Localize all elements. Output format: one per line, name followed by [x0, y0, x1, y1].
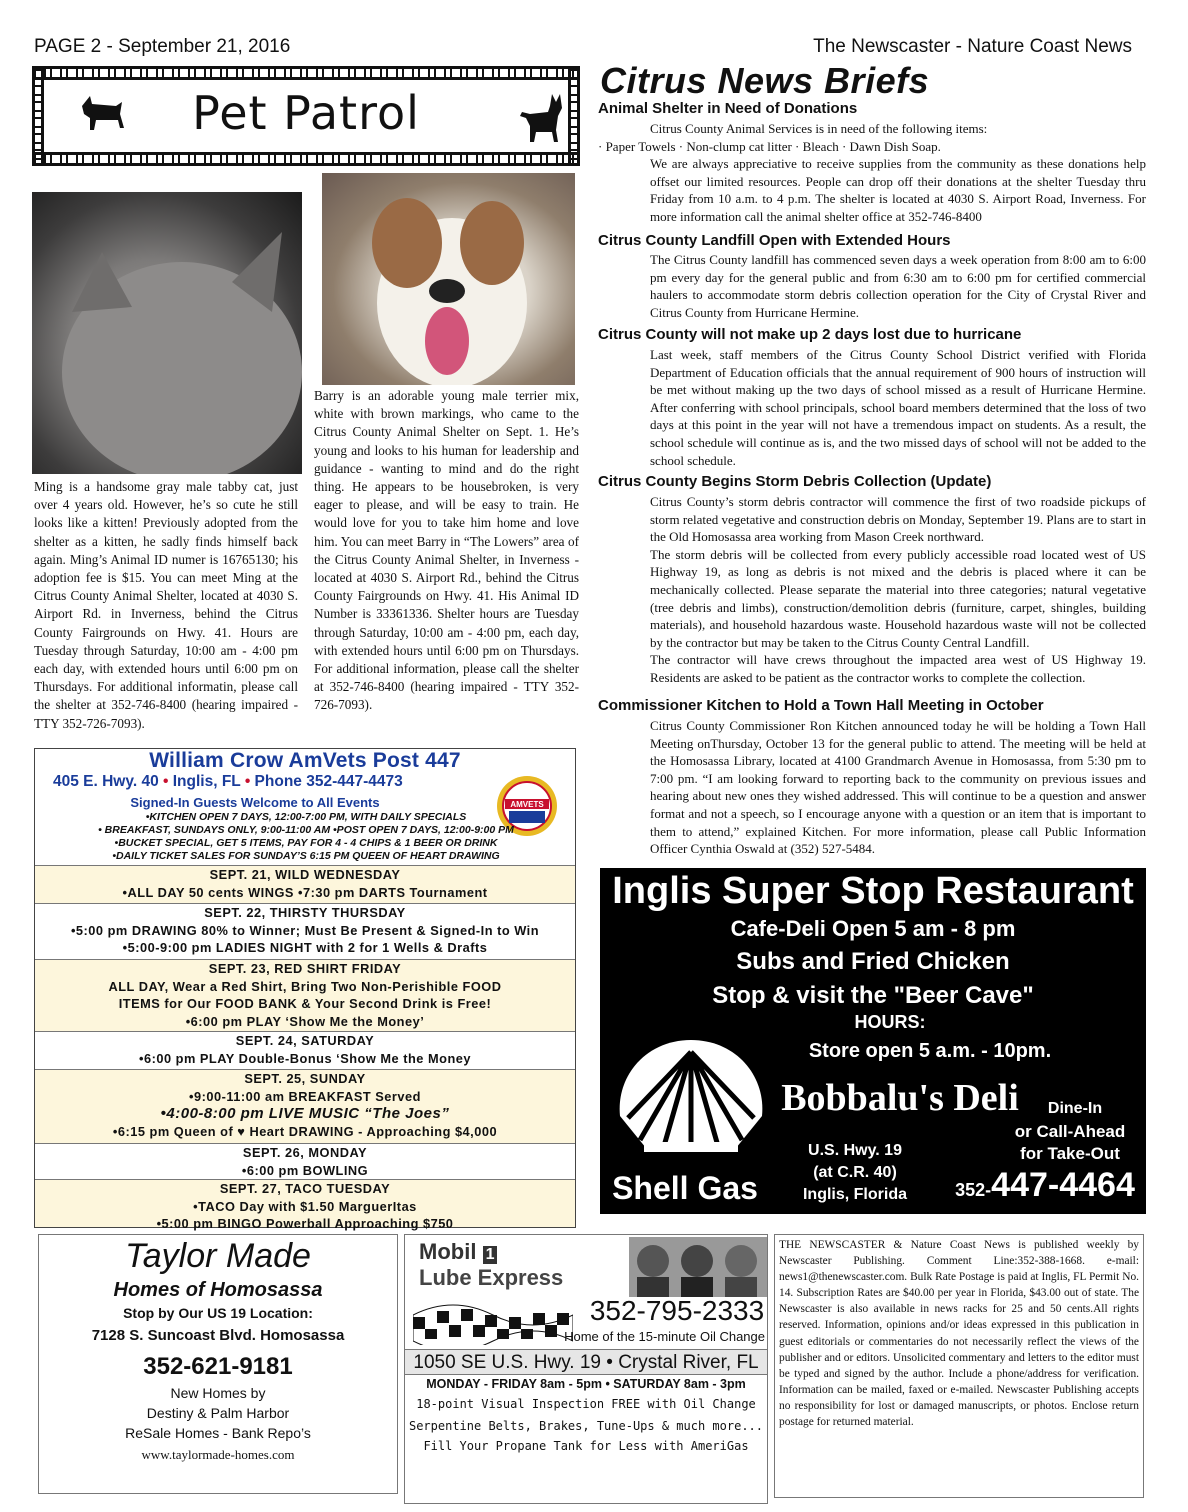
inglis-phone: [940, 1166, 1150, 1205]
taylor-address: 7128 S. Suncoast Blvd. Homosassa: [91, 1327, 345, 1344]
brief-paragraph: The contractor will have crews throughout the impacted area west of US Highway 19. Residents are asked to be patient as the contractor works to complete the collection.: [650, 652, 1146, 685]
taylor-line: New Homes by: [170, 1385, 266, 1401]
amvets-ad: [34, 748, 576, 1231]
barry-description: Barry is an adorable young male terrier mix, white with brown markings, who came to the Citrus County Animal Shelter on Sept. 1. He’s young and looks to his human for leadership and guidance - wanting to mind and do the right thing. He appears to be housebroken, is very eager to please, and will be easy to train. He would love for you to take him home and love him. You can meet Barry in “The Lowers” area of the Citrus County Animal Shelter, in Inverness - located at 4030 S. Airport Rd., behind the Citrus County Fairgrounds on Hwy. 41. His Animal ID Number is 33361336. Shelter hours are Tuesday through Saturday, 10:00 am - 4:00 pm, each day, with extended hours until 6:00 pm on Thursdays. For additional information, please call the shelter at 352-746-8400 (hearing impaired - TTY 352-726-7093).: [314, 388, 579, 713]
event-sept-21: [35, 865, 575, 903]
call-ahead: or Call-Ahead: [1014, 1122, 1126, 1141]
event-line: •6:00 pm PLAY ‘Show Me the Money’: [185, 1013, 425, 1029]
mobil-line: Fill Your Propane Tank for Less with AmeriGas: [423, 1439, 749, 1453]
event-day: SEPT. 23, RED SHIRT FRIDAY: [208, 961, 402, 976]
brief-headline: Citrus County Begins Storm Debris Collection (Update): [598, 473, 992, 490]
publication-colophon: THE NEWSCASTER & Nature Coast News is published weekly by Newscaster Publishing. Comment Line:352-388-1668. e-mail: news1@thenewscaster.com. Bulk Rate Postage is paid at Inglis, FL Permit No. 14. Subscription Rates are $40.00 per year in Florida, $43.00 out of state. The Newscaster is also available in news racks for 25 and 50 cents.All rights reserved. Information, opinions and/or ideas expressed in this publication in guest editorials or commentaries do not necessarily reflect the views of the publisher and or editors. Unsolicited commentary and letters to the editor must be typed and signed by the author. Include a phone/address for verification. Information can be mailed, faxed or e-mailed. Newscaster Publishing accepts no responsibility for lost or damaged manuscripts, or photos. Enclose return postage for returned material.: [774, 1234, 1144, 1498]
event-line: •9:00-11:00 am BREAKFAST Served: [189, 1088, 421, 1104]
brief-body: [598, 251, 1146, 321]
amvets-info-line: •DAILY TICKET SALES FOR SUNDAY’S 6:15 PM QUEEN OF HEART DRAWING: [112, 850, 500, 862]
mobil-line: Serpentine Belts, Brakes, Tune-Ups & much more...: [408, 1419, 763, 1433]
amvets-address: [53, 773, 403, 791]
event-line: •5:00 pm BINGO Powerball Approaching $750: [156, 1216, 454, 1231]
mobil-hours: MONDAY - FRIDAY 8am - 5pm • SATURDAY 8am - 3pm: [426, 1377, 746, 1391]
bobbalus-deli: Bobbalu's Deli: [781, 1077, 1019, 1119]
brief-headline: Commissioner Kitchen to Hold a Town Hall Meeting in October: [598, 697, 1044, 714]
chain-border-bottom: [32, 152, 580, 166]
brief-body: [598, 493, 1146, 687]
event-sept-26: [35, 1143, 575, 1179]
brief-body: [598, 717, 1146, 858]
taylor-line: Destiny & Palm Harbor: [146, 1405, 290, 1421]
taylor-subtitle: Homes of Homosassa: [113, 1279, 323, 1301]
inglis-subs: Subs and Fried Chicken: [736, 948, 1010, 975]
page-folio: PAGE 2 - September 21, 2016: [34, 36, 291, 57]
separator-dot: •: [244, 773, 255, 790]
event-line: •6:15 pm Queen of ♥ Heart DRAWING - Approaching $4,000: [112, 1123, 498, 1139]
inglis-cafe-hours: Cafe-Deli Open 5 am - 8 pm: [730, 916, 1016, 941]
brief-paragraph: Citrus County Animal Services is in need of the following items:: [650, 121, 988, 136]
publication-name: The Newscaster - Nature Coast News: [813, 36, 1132, 57]
inglis-store-hours: Store open 5 a.m. - 10pm.: [808, 1040, 1052, 1062]
taylor-website: www.taylormade-homes.com: [141, 1447, 295, 1462]
amvets-phone: Phone 352-447-4473: [254, 773, 403, 790]
event-line: •5:00 pm DRAWING 80% to Winner; Must Be Present & Signed-In to Win: [70, 922, 540, 938]
staff-photo: [629, 1237, 767, 1297]
brief-paragraph: The Citrus County landfill has commenced seven days a week operation from 8:00 am to 6:00 pm every day for the general public and from 6:30 am to 6:00 pm for certified commercial haulers to accommodate storm debris collection operation for the City of Crystal River and Citrus County from Hurricane Hermine.: [650, 252, 1146, 320]
event-day: SEPT. 24, SATURDAY: [235, 1033, 375, 1048]
inglis-phone-number: 447-4464: [991, 1166, 1135, 1204]
brief-headline: Citrus County will not make up 2 days lost due to hurricane: [598, 326, 1022, 343]
event-line: •4:00-8:00 pm LIVE MUSIC “The Joes”: [160, 1105, 450, 1122]
inglis-address-line: Inglis, Florida: [802, 1186, 907, 1203]
mobil-word: Mobil: [419, 1239, 477, 1264]
brief-paragraph: · Paper Towels · Non-clump cat litter · Bleach · Dawn Dish Soap.: [598, 138, 941, 154]
brief-headline: Citrus County Landfill Open with Extended Hours: [598, 232, 951, 249]
shell-gas: Shell Gas: [612, 1170, 758, 1206]
ming-cat-photo: [32, 192, 302, 474]
taylor-phone: 352-621-9181: [143, 1353, 293, 1380]
pet-patrol-banner: [32, 66, 580, 166]
event-sept-27: [35, 1179, 575, 1231]
event-day: SEPT. 21, WILD WEDNESDAY: [209, 867, 401, 882]
inglis-hours-label: HOURS:: [854, 1012, 926, 1032]
dine-in: Dine-In: [1047, 1100, 1103, 1117]
event-line: ALL DAY, Wear a Red Shirt, Bring Two Non-Perishible FOOD: [108, 978, 502, 994]
event-day: SEPT. 27, TACO TUESDAY: [219, 1181, 391, 1196]
brief-body: [598, 346, 1146, 469]
brief-paragraph: The storm debris will be collected from every publicly accessible road located west of US Highway 19, as long as debris is not mixed and the debris is placed where it can be mechanically collected. Please separate the material into three categories; natural vegetative (tree debris and limbs), construction/demolition debris (furniture, carpet, shingles, building materials), and household hazardous waste. Household hazardous waste will not be collected by the contractor but may be taken to the Citrus County Central Landfill.: [650, 546, 1146, 650]
amvets-signed-guests: Signed-In Guests Welcome to All Events: [130, 795, 380, 810]
event-line: •6:00 pm BOWLING: [241, 1162, 369, 1178]
inglis-title: Inglis Super Stop Restaurant: [612, 870, 1134, 912]
brief-paragraph: Last week, staff members of the Citrus County School District verified with Florida Department of Education officials that the annual requirement of 900 hours of instruction will be met without making up the two days of school missed as a result of Hurricane Hermine. After conferring with school principals, school board members determined that the loss of two days at this point in the year will not have a tremendous impact on students. As a result, the school schedule will continue as is, and the two missed days of school will not be added to the school schedule.: [650, 347, 1146, 468]
event-day: SEPT. 25, SUNDAY: [244, 1071, 366, 1086]
brief-paragraph: We are always appreciative to receive supplies from the community as these donations help offset our limited resources. People can drop off their donations at the shelter Tuesday thru Friday from 10 a.m. to 4 p.m. The shelter is located at 4030 S. Airport Road, Inverness. For more information call the animal shelter office at 352-746-8400: [650, 156, 1146, 224]
shell-logo-icon: [606, 1036, 776, 1166]
barry-dog-photo: [322, 173, 575, 385]
brief-body: [598, 120, 1146, 226]
event-line: •TACO Day with $1.50 MarguerItas: [193, 1198, 417, 1214]
event-day: SEPT. 22, THIRSTY THURSDAY: [204, 905, 406, 920]
amvets-info-line: • BREAKFAST, SUNDAYS ONLY, 9:00-11:00 AM •POST OPEN 7 DAYS, 12:00-9:00 PM: [98, 824, 514, 836]
take-out: for Take-Out: [1020, 1144, 1120, 1163]
event-sept-23: [35, 959, 575, 1031]
inglis-phone-prefix: 352-: [955, 1180, 992, 1200]
brief-paragraph: Citrus County’s storm debris contractor will commence the first of two roadside pickups of storm related vegetative and construction debris on Monday, September 19. Plans are to start in the Old Homosassa area working from Mason Creek northward.: [650, 494, 1146, 545]
brief-paragraph: Citrus County Commissioner Ron Kitchen announced today he will be holding a Town Hall Meeting onThursday, October 13 for the general public to attend. The meeting will be held at the Homosassa Library, located at 4100 Grandmarch Avenue in Homosassa, from 5:30 pm to 7:00 pm. “I am looking forward to reporting back to the community on previous issues and hearing about new ones they wished addressed. This will continue to be a question and answer format and not a speech, so I encourage anyone with a question or an item that is important to them to attend,” explained Kitchen. For more information, please call Public Information Officer Cynthia Oswald at (352) 527-5484.: [650, 718, 1146, 857]
chain-border-top: [32, 66, 580, 80]
mobil-one-badge: 1: [483, 1246, 498, 1264]
ming-description: Ming is a handsome gray male tabby cat, just over 4 years old. However, he’s so cute he still looks like a kitten! Previously adopted from the shelter as a kitten, he sadly finds himself back again. Ming’s Animal ID numer is 16765130; his adoption fee is $15. You can meet Ming at the Citrus County Animal Shelter, located at 4030 S. Airport Rd. in Inverness, behind the Citrus County Fairgrounds on Hwy. 41. Hours are Tuesday through Saturday, 10:00 am - 4:00 pm each day, with extended hours until 6:00 pm on Thursdays. For additional informatin, please call the shelter at 352-746-8400 (hearing impaired - TTY 352-726-7093).: [34, 479, 298, 731]
amvets-logo-text: AMVETS: [510, 800, 544, 809]
brief-headline: Animal Shelter in Need of Donations: [598, 100, 858, 117]
mobil-phone: 352-795-2333: [589, 1295, 765, 1326]
taylor-stop: Stop by Our US 19 Location:: [123, 1305, 313, 1321]
inglis-address-line: (at C.R. 40): [813, 1164, 897, 1181]
event-line: ITEMS for Our FOOD BANK & Your Second Drink is Free!: [118, 996, 492, 1011]
mobil-lube-ad: [404, 1234, 768, 1504]
inglis-super-stop-ad: [600, 868, 1146, 1214]
amvets-street: 405 E. Hwy. 40: [53, 773, 159, 790]
amvets-title: William Crow AmVets Post 447: [149, 749, 461, 772]
amvets-info-line: •BUCKET SPECIAL, GET 5 ITEMS, PAY FOR 4 - 4 CHIPS & 1 BEER OR DRINK: [114, 837, 498, 849]
event-line: •ALL DAY 50 cents WINGS •7:30 pm DARTS Tournament: [122, 884, 488, 900]
event-line: •6:00 pm PLAY Double-Bonus ‘Show Me the Money: [138, 1050, 471, 1066]
inglis-beer-cave: Stop & visit the "Beer Cave": [712, 982, 1034, 1009]
briefs-title: Citrus News Briefs: [600, 60, 930, 101]
amvets-info-line: •KITCHEN OPEN 7 DAYS, 12:00-7:00 PM, WITH DAILY SPECIALS: [145, 811, 467, 823]
mobil-brand: [419, 1239, 497, 1265]
mobil-tagline: Home of the 15-minute Oil Change: [564, 1329, 765, 1344]
separator-dot: •: [163, 773, 173, 790]
event-sept-25: [35, 1069, 575, 1143]
taylor-line: ReSale Homes - Bank Repo’s: [125, 1425, 311, 1441]
taylor-title: Taylor Made: [125, 1237, 311, 1275]
event-sept-22: [35, 903, 575, 959]
event-line: •5:00-9:00 pm LADIES NIGHT with 2 for 1 Wells & Drafts: [122, 940, 488, 955]
lube-express: Lube Express: [419, 1265, 564, 1290]
mobil-line: 18-point Visual Inspection FREE with Oil Change: [416, 1397, 756, 1411]
pet-patrol-title: Pet Patrol: [192, 86, 420, 140]
event-day: SEPT. 26, MONDAY: [242, 1145, 368, 1160]
amvets-city: Inglis, FL: [172, 773, 241, 790]
event-sept-24: [35, 1031, 575, 1069]
taylor-made-ad: [38, 1234, 398, 1494]
inglis-address-line: U.S. Hwy. 19: [808, 1142, 902, 1159]
mobil-address: 1050 SE U.S. Hwy. 19 • Crystal River, FL: [405, 1349, 767, 1375]
